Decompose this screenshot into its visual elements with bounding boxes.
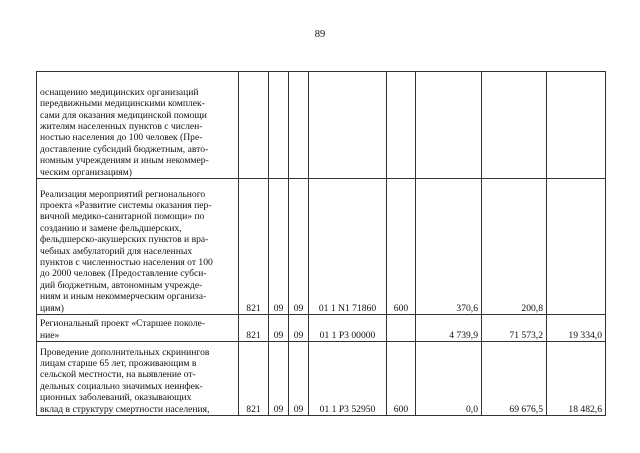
amount-year-3 [547,72,606,179]
expense-type-code: 600 [387,342,416,416]
section-code: 09 [269,342,289,416]
target-article-code [309,72,387,179]
desc-line: чебных амбулаторий для населенных [40,245,193,257]
section-code [269,72,289,179]
desc-line: дельных социально значимых неинфек- [40,380,203,392]
target-article-code: 01 1 P3 00000 [309,315,387,342]
desc-line: передвижными медицинскими комплек- [40,98,205,110]
desc-line: до 2000 человек (Предоставление субси- [40,268,207,280]
desc-line: лицам старше 65 лет, проживающим в [40,357,197,369]
desc-line: ниям и иным некоммерческим организа- [40,291,207,303]
desc-line: жителям населенных пунктов с числен- [40,120,203,132]
ministry-code [239,72,269,179]
amount-year-1 [416,72,482,179]
amount-year-2: 200,8 [482,179,547,315]
subsection-code: 09 [289,315,309,342]
desc-line: ционных заболеваний, оказывающих [40,392,192,404]
desc-line: оснащению медицинских организаций [40,86,199,98]
expense-type-code: 600 [387,179,416,315]
desc-line: Региональный проект «Старшее поколе- [40,318,206,330]
desc-line: ние» [40,329,60,341]
desc-line: ческим организациям) [40,166,132,178]
amount-year-1: 0,0 [416,342,482,416]
target-article-code: 01 1 P3 52950 [309,342,387,416]
ministry-code: 821 [239,342,269,416]
target-article-code: 01 1 N1 71860 [309,179,387,315]
row-description [37,72,239,179]
amount-year-1: 4 739,9 [416,315,482,342]
desc-line: дий бюджетным, автономным учрежде- [40,279,203,291]
desc-line: пунктов с численностью населения от 100 [40,256,213,268]
subsection-code [289,72,309,179]
amount-year-1: 370,6 [416,179,482,315]
row-description [37,342,239,416]
table-row [37,72,606,179]
row-description [37,179,239,315]
amount-year-3: 19 334,0 [547,315,606,342]
section-code: 09 [269,179,289,315]
row-description [37,315,239,342]
desc-line: вклад в структуру смертности населения, [40,403,210,415]
subsection-code: 09 [289,342,309,416]
expense-type-code [387,315,416,342]
amount-year-2: 71 573,2 [482,315,547,342]
desc-line: сами для оказания медицинской помощи [40,109,207,121]
subsection-code: 09 [289,179,309,315]
desc-line: вичной медико-санитарной помощи» по [40,211,205,223]
ministry-code: 821 [239,179,269,315]
desc-line: проекта «Развитие системы оказания пер- [40,199,212,211]
table-row [37,179,606,315]
section-code: 09 [269,315,289,342]
desc-line: доставление субсидий бюджетным, авто- [40,143,209,155]
table-row [37,315,606,342]
desc-line: Реализация мероприятий регионального [40,188,206,200]
desc-line: циям) [40,302,64,314]
ministry-code: 821 [239,315,269,342]
desc-line: номным учреждениям и иным некоммер- [40,155,209,167]
amount-year-3 [547,179,606,315]
page-number: 89 [314,29,326,40]
desc-line: сельской местности, на выявление от- [40,369,196,381]
amount-year-3: 18 482,6 [547,342,606,416]
desc-line: ностью населения до 100 человек (Пре- [40,132,203,144]
table-row [37,342,606,416]
desc-line: фельдшерско-акушерских пунктов и вра- [40,234,209,246]
amount-year-2: 69 676,5 [482,342,547,416]
expense-type-code [387,72,416,179]
desc-line: Проведение дополнительных скринингов [40,346,210,358]
desc-line: созданию и замене фельдшерских, [40,222,182,234]
budget-table [36,71,606,416]
amount-year-2 [482,72,547,179]
